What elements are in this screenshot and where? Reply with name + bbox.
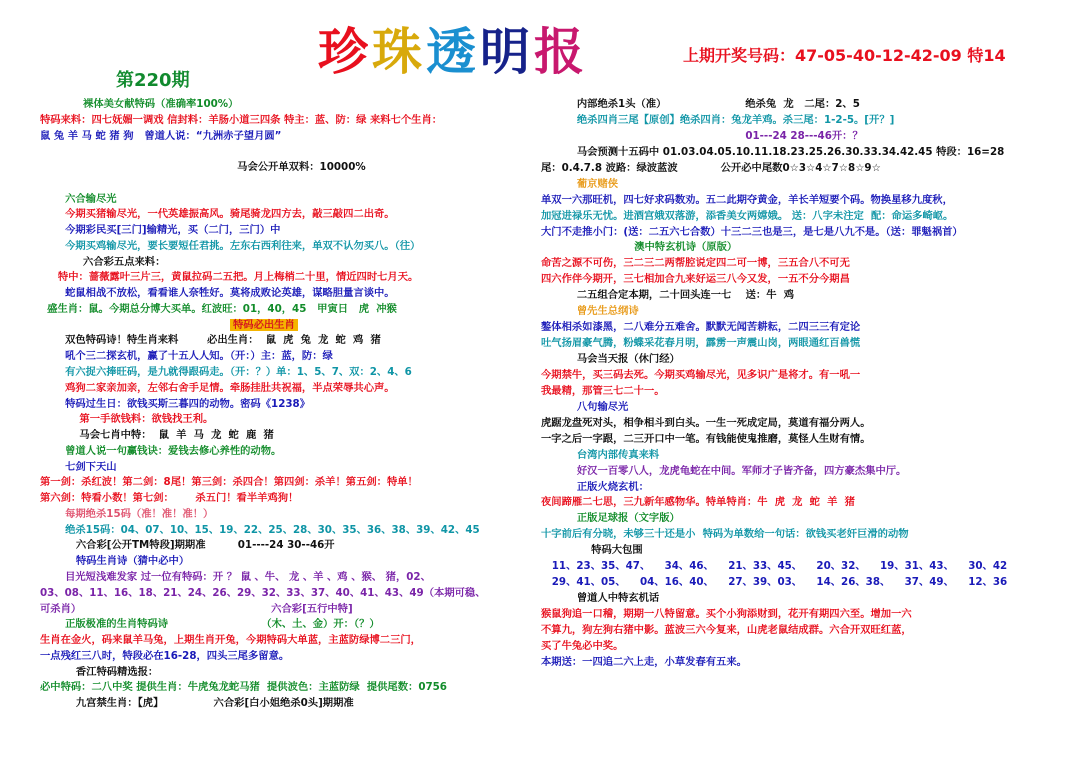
title-char: 珍 (318, 22, 372, 81)
text-line: 正版火烧玄机： (541, 480, 649, 493)
issue-number: 第220期 (116, 70, 190, 91)
text-line: 九宫禁生肖：【虎】 六合彩[白小姐绝杀0头]期期准 (40, 697, 354, 710)
text-line: 马会预测十五码中 01.03.04.05.10.11.18.23.25.26.30.33.34.42.45 特段：16=28 (541, 145, 1005, 158)
text-line: 第六剑：特看小数！第七剑： 杀五门！看半羊鸡狗！ (40, 492, 299, 505)
text-line: 第一剑：杀红波！第二剑：8尾！第三剑：杀四合！第四剑：杀羊！第五剑：特单！ (40, 476, 418, 489)
text-line: 马会当天报（休门经） (541, 353, 680, 365)
text-line: 11、23、35、47、 34、46、 21、33、45、 20、32、 19、31、43、 30、42 (541, 560, 1008, 573)
text-line: 内部绝杀1头（准） 绝杀兔 龙 二尾：2、5 (541, 98, 860, 110)
highlight-label: 特码必出生肖 (230, 319, 298, 331)
text-line: 澳中特玄机诗（原版） (541, 241, 738, 254)
text-line: 台湾内部传真来料 (541, 448, 660, 461)
text-line: 猴鼠狗追一口稽，期期一八特留意。买个小狗添财到，花开有期四六至。增加一六 (541, 608, 912, 620)
text-line: 可杀肖） 六合彩[五行中特] (40, 602, 353, 615)
text-line: 大门不走推小门：(送：二五六七合数）十三二三也是三，是七是八九不是。（送：罪魁祸首） (541, 225, 963, 238)
title-char: 珠 (372, 22, 426, 81)
text-line: 我最精，那管三七二十一。 (541, 384, 665, 397)
text-line: 鸡狗二家亲加亲，左邻右舍手足情。牵肠挂肚共祝福，半点荣辱共心声。 (40, 381, 395, 394)
title-char: 明 (480, 22, 534, 81)
text-line: 曾道人中特玄机话 (541, 592, 660, 605)
text-line: 二五组合定本期，二十回头连一七 送：牛 鸡 (541, 289, 794, 302)
text-line: 生肖在金火，码来鼠羊马兔，上期生肖开兔，今期特码大单蓝，主蓝防绿博二三门， (40, 634, 421, 647)
text-line: 特码来料：四七妩媚一调戏 信封料：羊肠小道三四条 特主：蓝、防：绿 来料七个生肖： (40, 113, 443, 126)
text-line: 绝杀15码：04、07、10、15、19、22、25、28、30、35、36、38、39、42、45 (40, 523, 480, 536)
text-line: 03、08、11、16、18、21、24、26、29、32、33、37、40、41、43、49（本期可稳、 (40, 586, 486, 599)
text-line: 特中：蔷薇露叶三片三，黄鼠拉码二五把。月上梅梢二十里，情近四时七月天。 (40, 271, 419, 284)
text-line (40, 318, 498, 334)
last-draw-numbers: 上期开奖号码：47-05-40-12-42-09 特14 (683, 46, 1006, 65)
text-line (40, 144, 498, 160)
text-line: 香江特码精选报： (40, 665, 159, 678)
text-line: 今期买鸡输尽光，要长要短任君挑。左东右西利往来，单双不认勿买八。（往） (40, 239, 421, 252)
text-line: 七剑下天山 (40, 460, 117, 473)
text-line: 六合彩[公开TM特段]期期准 01----24 30--46开 (40, 539, 335, 552)
text-line: 每期绝杀15码（准！准！准！） (40, 507, 214, 520)
text-line: 八句输尽光 (541, 400, 629, 413)
text-line: 绝杀四肖三尾【原创】绝杀四肖：兔龙羊鸡。杀三尾：1-2-5。[开？] (541, 113, 895, 126)
text-line: 六合输尽光 (40, 192, 117, 205)
newspaper-title (318, 22, 588, 82)
text-line: 一字之后一字跟，二三开口中一笔。有钱能使鬼推磨，莫怪人生财有情。 (541, 432, 871, 445)
text-line: 目光短浅难发家 过一位有特码：开 ？ 鼠 、牛、 龙 、羊 、鸡 、猴、 猪，02、 (40, 570, 431, 583)
text-line: 正版足球报（文字版） (541, 512, 680, 525)
text-line: 蛇鼠相战不放松，看看谁人奈牲好。莫将成败论英雄，谋略胆量言谈中。 (40, 287, 395, 300)
text-line (40, 176, 498, 192)
text-line: 本期送：一四追二六上走，小草发春有五来。 (541, 655, 747, 668)
text-line: 特码过生日：欲钱买斯三暮四的动物。密码《1238》 (40, 397, 310, 410)
text-line: 尾：0.4.7.8 波路：绿波蓝波 公开必中尾数0☆3☆4☆7☆8☆9☆ (541, 161, 881, 174)
text-line: 命苦之源不可伤，三二三二两帮腔说定四二可一博，三五合八不可无 (541, 257, 850, 270)
text-line: 四六作伴今期开，三七相加合九来好运三八今又发，一五不分今期昌 (541, 273, 850, 286)
text-line: 今期禁牛，买三码去死。今期买鸡输尽光，见多识广是将才。有一吼一 (541, 368, 861, 381)
text-line: 六合彩五点来料： (40, 255, 166, 268)
text-line: 虎踞龙盘死对头，相争相斗到白头。一生一死成定局，莫道有福分两人。 (541, 416, 871, 429)
text-line: 马会公开单双料：10000% (40, 161, 366, 174)
text-line: 好汉一百零八人，龙虎龟蛇在中间。军师才子皆齐备，四方豪杰集中厅。 (541, 464, 907, 477)
text-line: 有六捉六捧旺码，是九就得跟码走。（开：？）单：1、5、7、双：2、4、6 (40, 366, 412, 379)
title-char: 透 (426, 22, 480, 81)
text-line: 特码大包围 (541, 544, 643, 557)
text-line: 盛生肖：鼠。今期总分博大买单。红波旺：01，40，45 甲寅日 虎 冲猴 (40, 302, 397, 315)
text-line: 特码生肖诗（猜中必中） (40, 555, 190, 568)
text-line: 十字前后有分晓，未够三十还是小 特码为单数给一句话：欲钱买老奸巨滑的动物 (541, 528, 909, 541)
text-line: 鏊体相杀如漆黑，二八难分五难舍。默默无闻苦耕耘，二四三三有定论 (541, 321, 861, 334)
text-line: 今期买猪输尽光，一代英雄振高风。骑尾骑龙四方去，敲三敲四二出奇。 (40, 208, 395, 221)
text-line: 29、41、05、 04、16、40、 27、39、03、 14、26、38、 37、49、 12、36 (541, 576, 1008, 589)
text-line: 马会七肖中特： 鼠 羊 马 龙 蛇 鹿 猪 (40, 429, 274, 442)
text-line: 夜间蹄雁二七思，三九新年感物华。特单特肖：牛 虎 龙 蛇 羊 猪 (541, 496, 855, 509)
text-line: 正版极准的生肖特码诗 （木、土、金）开：（？） (40, 618, 380, 631)
text-line: 01---24 28---46开：？ (541, 129, 863, 142)
text-line: 吐气扬眉豪气腾，粉蝶采花春月明，霹雳一声震山岗，两眼通红百兽慌 (541, 337, 861, 350)
text-line: 加冠进禄乐无忧。进酒宫娥双落游，添香美女两嫦娥。 送：八字未注定 配：命运多崎岖。 (541, 209, 954, 222)
text-line: 必中特码：二八中奖 提供生肖：牛虎兔龙蛇马猪 提供波色：主蓝防绿 提供尾数：0756 (40, 681, 447, 694)
left-column (40, 97, 498, 712)
text-line: 曾先生总纲诗 (541, 305, 639, 318)
text-line: 鼠 兔 羊 马 蛇 猪 狗 曾道人说：“九洲赤子望月圆” (40, 129, 282, 142)
text-line: 不算九，狗左狗右猪中影。蓝波三六今复来，山虎老鼠结成群。六合开双旺红蓝， (541, 623, 912, 636)
text-line: 裸体美女献特码（准确率100%） (40, 98, 239, 110)
text-line: 第一手欲钱料：欲钱找王利。 (40, 413, 214, 426)
title-char: 报 (534, 22, 588, 81)
text-line: 曾道人说一句赢钱诀：爱钱去修心养性的动物。 (40, 444, 282, 457)
text-line: 葡京赌侠 (541, 177, 619, 190)
text-line: 今期彩民买[三门]输精光，买（二门，三门）中 (40, 224, 281, 237)
text-line: 双色特码诗！特生肖来料 必出生肖： 鼠 虎 兔 龙 蛇 鸡 猪 (40, 334, 381, 347)
text-line: 一点残红三八时，特段必在16-28，四头三尾多留意。 (40, 649, 290, 662)
text-line: 单双一六那旺机，四七好求码数劝。五二此期夺黄金，羊长羊短要个码。物换星移九度秋， (541, 193, 953, 206)
right-column (541, 97, 1046, 671)
text-line: 吼个三二探玄机，赢了十五人人知。（开：）主：蓝，防：绿 (40, 350, 333, 363)
text-line: 买了牛兔必中奖。 (541, 639, 624, 652)
